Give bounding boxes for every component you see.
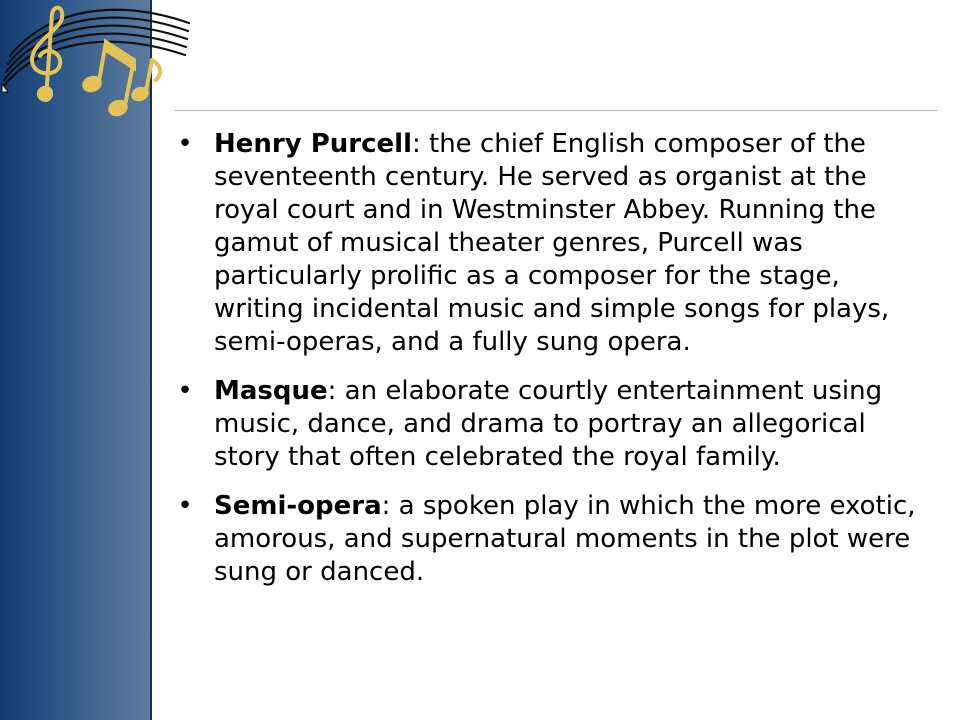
bullet-list xyxy=(175,128,925,605)
bullet-symbol: • xyxy=(177,376,193,406)
term-masque: Masque xyxy=(214,376,328,406)
definition-masque: : an elaborate courtly entertainment using music, dance, and drama to portray an allegorical story that often celebrated the royal family. xyxy=(214,376,883,472)
definition-henry-purcell: : the chief English composer of the seventeenth century. He served as organist at the royal court and in Westminster Abbey. Running the gamut of musical theater genres, Purcell was particularly prolific as a composer for the stage, writing incidental music and simple songs for plays, semi-operas, and a fully sung opera. xyxy=(214,129,890,357)
treble-clef-and-notes-icon xyxy=(0,0,200,130)
title-divider-rule xyxy=(175,110,937,111)
bullet-symbol: • xyxy=(177,491,193,521)
bullet-symbol: • xyxy=(177,129,193,159)
term-semi-opera: Semi-opera xyxy=(214,491,382,521)
bullet-item-henry-purcell xyxy=(175,128,925,359)
bullet-item-semi-opera xyxy=(175,490,925,589)
bullet-item-masque xyxy=(175,375,925,474)
term-henry-purcell: Henry Purcell xyxy=(214,129,412,159)
definition-semi-opera: : a spoken play in which the more exotic, amorous, and supernatural moments in the plot were sung or danced. xyxy=(214,491,916,587)
